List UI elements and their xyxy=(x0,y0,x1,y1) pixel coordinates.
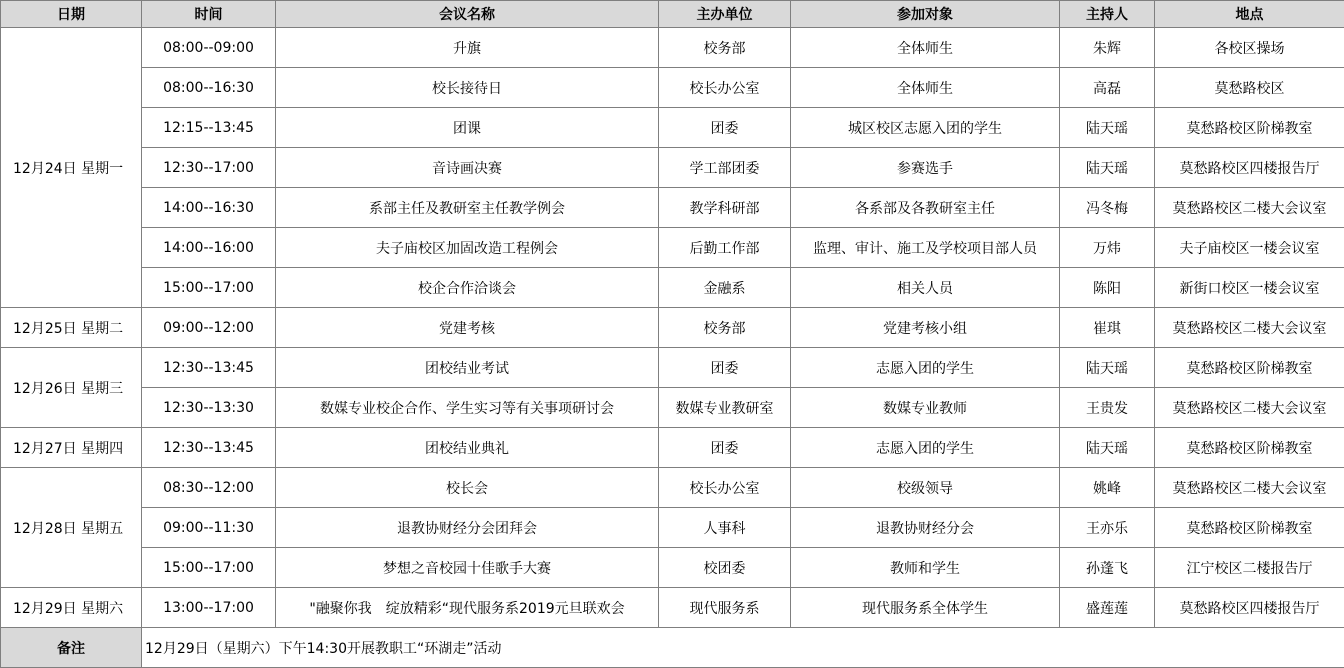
time-cell: 12:30--13:45 xyxy=(142,348,276,388)
note-label: 备注 xyxy=(1,628,142,668)
table-row xyxy=(1,388,1344,428)
organizer-cell: 校长办公室 xyxy=(659,68,791,108)
host-cell: 陆天瑶 xyxy=(1060,108,1155,148)
date-cell: 12月28日 星期五 xyxy=(1,468,142,588)
time-cell: 12:15--13:45 xyxy=(142,108,276,148)
place-cell: 莫愁路校区阶梯教室 xyxy=(1155,428,1344,468)
organizer-cell: 人事科 xyxy=(659,508,791,548)
place-cell: 莫愁路校区四楼报告厅 xyxy=(1155,588,1344,628)
schedule-body xyxy=(1,28,1344,628)
host-cell: 陆天瑶 xyxy=(1060,428,1155,468)
host-cell: 盛莲莲 xyxy=(1060,588,1155,628)
time-cell: 08:30--12:00 xyxy=(142,468,276,508)
host-cell: 陈阳 xyxy=(1060,268,1155,308)
table-row xyxy=(1,228,1344,268)
meeting-name-cell: 夫子庙校区加固改造工程例会 xyxy=(276,228,659,268)
attendees-cell: 教师和学生 xyxy=(791,548,1060,588)
meeting-name-cell: 音诗画决赛 xyxy=(276,148,659,188)
organizer-cell: 学工部团委 xyxy=(659,148,791,188)
organizer-cell: 后勤工作部 xyxy=(659,228,791,268)
organizer-cell: 团委 xyxy=(659,108,791,148)
note-row xyxy=(1,628,1344,668)
attendees-cell: 全体师生 xyxy=(791,28,1060,68)
table-row xyxy=(1,348,1344,388)
time-cell: 09:00--12:00 xyxy=(142,308,276,348)
table-row xyxy=(1,28,1344,68)
place-cell: 莫愁路校区 xyxy=(1155,68,1344,108)
host-cell: 高磊 xyxy=(1060,68,1155,108)
table-row xyxy=(1,68,1344,108)
date-cell: 12月29日 星期六 xyxy=(1,588,142,628)
attendees-cell: 数媒专业教师 xyxy=(791,388,1060,428)
place-cell: 江宁校区二楼报告厅 xyxy=(1155,548,1344,588)
place-cell: 新街口校区一楼会议室 xyxy=(1155,268,1344,308)
table-row xyxy=(1,188,1344,228)
table-row xyxy=(1,148,1344,188)
host-cell: 王贵发 xyxy=(1060,388,1155,428)
header-place: 地点 xyxy=(1155,1,1344,28)
meeting-name-cell: 团校结业典礼 xyxy=(276,428,659,468)
host-cell: 王亦乐 xyxy=(1060,508,1155,548)
organizer-cell: 校务部 xyxy=(659,28,791,68)
header-time: 时间 xyxy=(142,1,276,28)
time-cell: 08:00--09:00 xyxy=(142,28,276,68)
meeting-name-cell: 升旗 xyxy=(276,28,659,68)
time-cell: 14:00--16:30 xyxy=(142,188,276,228)
date-cell: 12月26日 星期三 xyxy=(1,348,142,428)
attendees-cell: 全体师生 xyxy=(791,68,1060,108)
header-host: 主持人 xyxy=(1060,1,1155,28)
attendees-cell: 各系部及各教研室主任 xyxy=(791,188,1060,228)
header-organizer: 主办单位 xyxy=(659,1,791,28)
header-attendees: 参加对象 xyxy=(791,1,1060,28)
date-cell: 12月24日 星期一 xyxy=(1,28,142,308)
time-cell: 12:30--17:00 xyxy=(142,148,276,188)
organizer-cell: 团委 xyxy=(659,348,791,388)
organizer-cell: 教学科研部 xyxy=(659,188,791,228)
time-cell: 12:30--13:30 xyxy=(142,388,276,428)
host-cell: 孙蓬飞 xyxy=(1060,548,1155,588)
place-cell: 莫愁路校区二楼大会议室 xyxy=(1155,468,1344,508)
organizer-cell: 现代服务系 xyxy=(659,588,791,628)
host-cell: 崔琪 xyxy=(1060,308,1155,348)
organizer-cell: 金融系 xyxy=(659,268,791,308)
attendees-cell: 城区校区志愿入团的学生 xyxy=(791,108,1060,148)
meeting-name-cell: 数媒专业校企合作、学生实习等有关事项研讨会 xyxy=(276,388,659,428)
host-cell: 陆天瑶 xyxy=(1060,148,1155,188)
table-row xyxy=(1,548,1344,588)
meeting-name-cell: 团校结业考试 xyxy=(276,348,659,388)
organizer-cell: 校务部 xyxy=(659,308,791,348)
table-row xyxy=(1,428,1344,468)
place-cell: 莫愁路校区四楼报告厅 xyxy=(1155,148,1344,188)
place-cell: 莫愁路校区二楼大会议室 xyxy=(1155,388,1344,428)
time-cell: 14:00--16:00 xyxy=(142,228,276,268)
organizer-cell: 校长办公室 xyxy=(659,468,791,508)
place-cell: 莫愁路校区阶梯教室 xyxy=(1155,348,1344,388)
table-row xyxy=(1,588,1344,628)
place-cell: 莫愁路校区二楼大会议室 xyxy=(1155,188,1344,228)
meeting-name-cell: 系部主任及教研室主任教学例会 xyxy=(276,188,659,228)
meeting-name-cell: 梦想之音校园十佳歌手大赛 xyxy=(276,548,659,588)
table-row xyxy=(1,308,1344,348)
time-cell: 12:30--13:45 xyxy=(142,428,276,468)
host-cell: 万炜 xyxy=(1060,228,1155,268)
date-cell: 12月25日 星期二 xyxy=(1,308,142,348)
header-meeting-name: 会议名称 xyxy=(276,1,659,28)
place-cell: 夫子庙校区一楼会议室 xyxy=(1155,228,1344,268)
organizer-cell: 团委 xyxy=(659,428,791,468)
meeting-name-cell: 团课 xyxy=(276,108,659,148)
time-cell: 15:00--17:00 xyxy=(142,268,276,308)
time-cell: 13:00--17:00 xyxy=(142,588,276,628)
host-cell: 朱辉 xyxy=(1060,28,1155,68)
host-cell: 陆天瑶 xyxy=(1060,348,1155,388)
attendees-cell: 校级领导 xyxy=(791,468,1060,508)
organizer-cell: 校团委 xyxy=(659,548,791,588)
attendees-cell: 党建考核小组 xyxy=(791,308,1060,348)
header-row xyxy=(1,1,1344,28)
attendees-cell: 志愿入团的学生 xyxy=(791,348,1060,388)
attendees-cell: 现代服务系全体学生 xyxy=(791,588,1060,628)
table-row xyxy=(1,268,1344,308)
place-cell: 各校区操场 xyxy=(1155,28,1344,68)
table-row xyxy=(1,108,1344,148)
place-cell: 莫愁路校区阶梯教室 xyxy=(1155,108,1344,148)
date-cell: 12月27日 星期四 xyxy=(1,428,142,468)
meeting-name-cell: 校长会 xyxy=(276,468,659,508)
header-date: 日期 xyxy=(1,1,142,28)
table-row xyxy=(1,508,1344,548)
attendees-cell: 监理、审计、施工及学校项目部人员 xyxy=(791,228,1060,268)
attendees-cell: 相关人员 xyxy=(791,268,1060,308)
meeting-name-cell: 党建考核 xyxy=(276,308,659,348)
table-row xyxy=(1,468,1344,508)
attendees-cell: 参赛选手 xyxy=(791,148,1060,188)
place-cell: 莫愁路校区阶梯教室 xyxy=(1155,508,1344,548)
place-cell: 莫愁路校区二楼大会议室 xyxy=(1155,308,1344,348)
time-cell: 08:00--16:30 xyxy=(142,68,276,108)
organizer-cell: 数媒专业教研室 xyxy=(659,388,791,428)
meeting-name-cell: 退教协财经分会团拜会 xyxy=(276,508,659,548)
attendees-cell: 志愿入团的学生 xyxy=(791,428,1060,468)
host-cell: 姚峰 xyxy=(1060,468,1155,508)
attendees-cell: 退教协财经分会 xyxy=(791,508,1060,548)
host-cell: 冯冬梅 xyxy=(1060,188,1155,228)
meeting-name-cell: "融聚你我 绽放精彩“现代服务系2019元旦联欢会 xyxy=(276,588,659,628)
time-cell: 15:00--17:00 xyxy=(142,548,276,588)
time-cell: 09:00--11:30 xyxy=(142,508,276,548)
meeting-name-cell: 校长接待日 xyxy=(276,68,659,108)
meeting-name-cell: 校企合作洽谈会 xyxy=(276,268,659,308)
note-text: 12月29日（星期六）下午14:30开展教职工“环湖走”活动 xyxy=(142,628,1344,668)
